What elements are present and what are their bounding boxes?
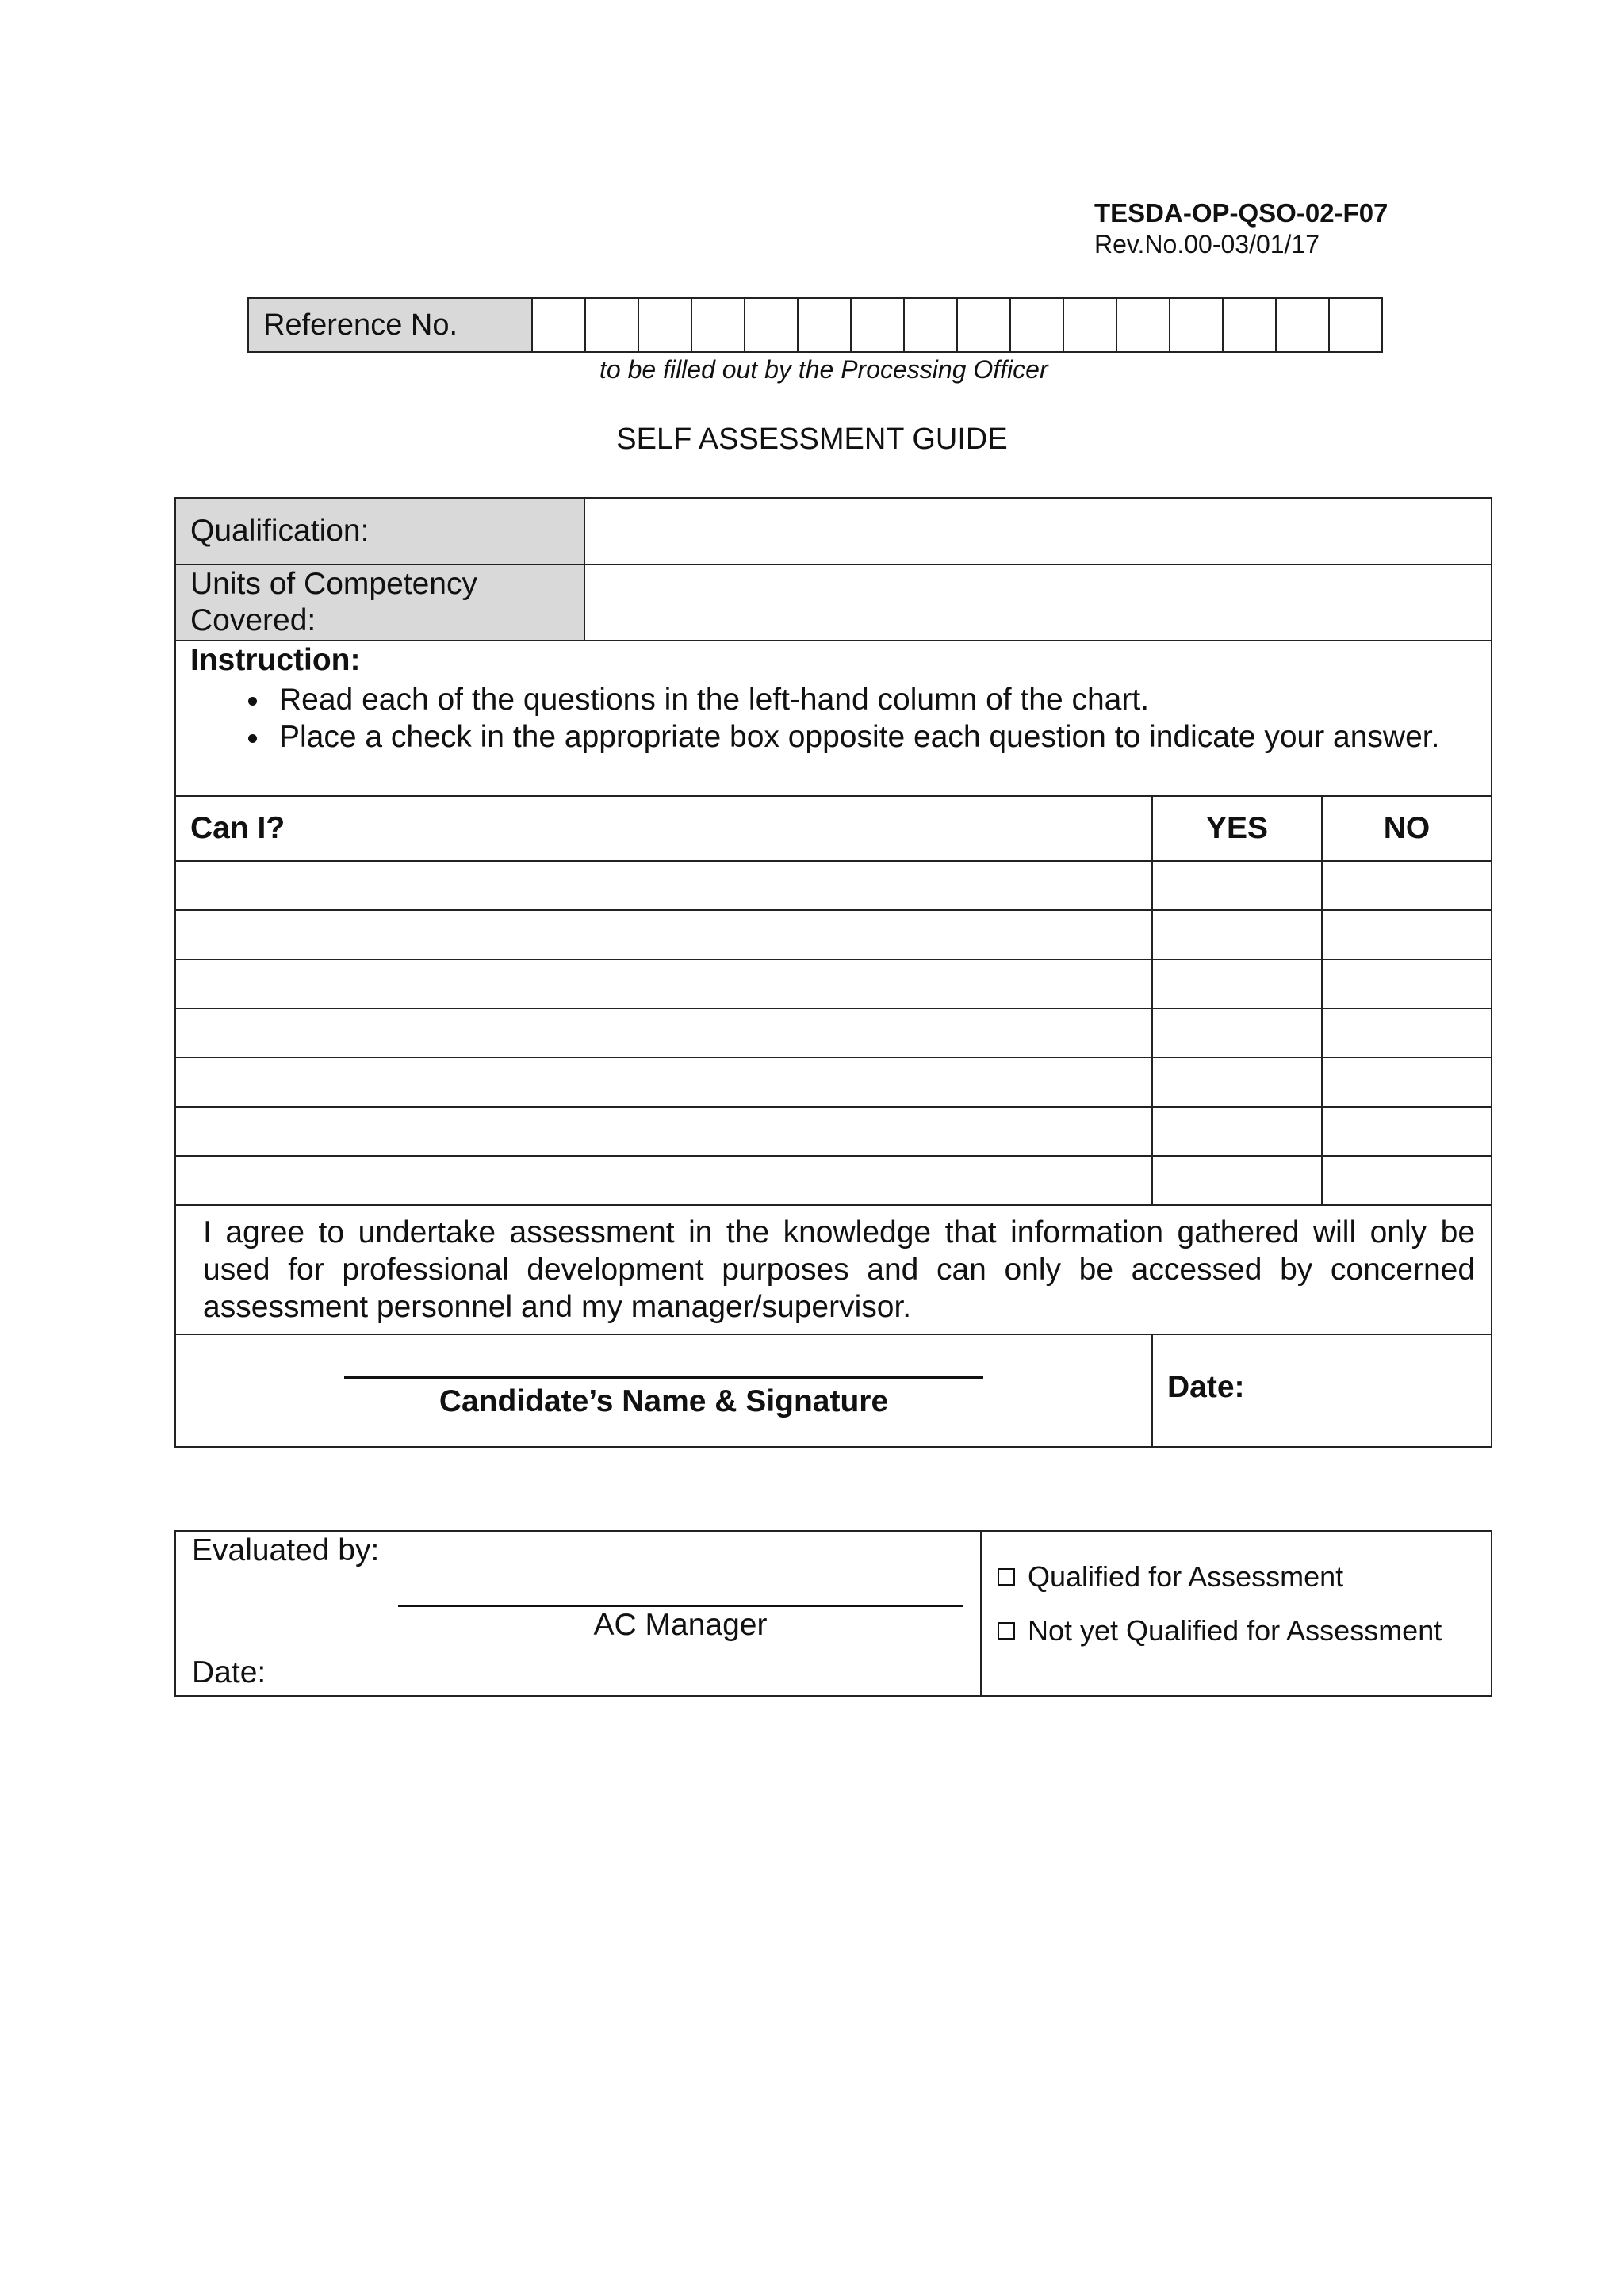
no-cell[interactable] (1322, 1156, 1492, 1205)
ac-manager-signature-line[interactable] (398, 1605, 963, 1607)
no-cell[interactable] (1322, 1008, 1492, 1058)
no-cell[interactable] (1322, 959, 1492, 1008)
reference-digit-box[interactable] (585, 298, 638, 352)
no-cell[interactable] (1322, 1107, 1492, 1156)
question-cell[interactable] (175, 1008, 1152, 1058)
instruction-item: • Place a check in the appropriate box opposite each question to indicate your answer. (271, 718, 1477, 756)
question-cell[interactable] (175, 1156, 1152, 1205)
can-i-header: Can I? (175, 796, 1152, 861)
consent-statement: I agree to undertake assessment in the knowledge that information gathered will only be used for professional development purposes and can only be accessed by concerned assessment personnel and my manager/supervisor. (175, 1205, 1492, 1334)
reference-number-label: Reference No. (248, 298, 532, 352)
yes-header: YES (1152, 796, 1322, 861)
yes-cell[interactable] (1152, 1107, 1322, 1156)
revision-number: Rev.No.00-03/01/17 (1094, 230, 1320, 258)
not-qualified-option-label: Not yet Qualified for Assessment (1028, 1614, 1442, 1647)
question-cell[interactable] (175, 910, 1152, 959)
question-cell[interactable] (175, 959, 1152, 1008)
instruction-block (175, 641, 1492, 796)
reference-digit-box[interactable] (1063, 298, 1116, 352)
yes-cell[interactable] (1152, 959, 1322, 1008)
candidate-date-field[interactable]: Date: (1152, 1334, 1492, 1447)
reference-digit-box[interactable] (957, 298, 1010, 352)
instruction-list (190, 681, 1477, 756)
reference-digit-box[interactable] (1170, 298, 1223, 352)
checklist-header-row (175, 796, 1492, 861)
assessment-form-table (174, 497, 1492, 1448)
assessment-result-cell (981, 1531, 1492, 1696)
checklist-row (175, 861, 1492, 910)
checklist-row (175, 959, 1492, 1008)
yes-cell[interactable] (1152, 861, 1322, 910)
qualification-label: Qualification: (175, 498, 584, 564)
reference-digit-box[interactable] (745, 298, 798, 352)
qualified-option[interactable] (998, 1560, 1343, 1594)
reference-digit-box[interactable] (798, 298, 851, 352)
not-qualified-checkbox[interactable] (998, 1622, 1015, 1640)
checklist-row (175, 1058, 1492, 1107)
evaluation-date-label: Date: (192, 1655, 266, 1689)
checklist-row (175, 1008, 1492, 1058)
no-cell[interactable] (1322, 861, 1492, 910)
yes-cell[interactable] (1152, 1008, 1322, 1058)
checklist-rows (175, 861, 1492, 1205)
checklist-row (175, 1107, 1492, 1156)
units-of-competency-label: Units of Competency Covered: (175, 564, 584, 641)
reference-digit-box[interactable] (1223, 298, 1276, 352)
evaluated-by-label: Evaluated by: (192, 1533, 380, 1567)
reference-digit-box[interactable] (1329, 298, 1382, 352)
reference-digit-box[interactable] (851, 298, 904, 352)
checklist-row (175, 1156, 1492, 1205)
no-cell[interactable] (1322, 1058, 1492, 1107)
reference-digit-box[interactable] (691, 298, 745, 352)
form-title: SELF ASSESSMENT GUIDE (616, 423, 1008, 456)
instruction-item: • Read each of the questions in the left-hand column of the chart. (271, 681, 1477, 718)
yes-cell[interactable] (1152, 910, 1322, 959)
not-qualified-option[interactable] (998, 1614, 1442, 1647)
reference-digit-box[interactable] (1276, 298, 1329, 352)
evaluator-cell (175, 1531, 981, 1696)
yes-cell[interactable] (1152, 1156, 1322, 1205)
ac-manager-label: AC Manager (593, 1608, 768, 1642)
document-code: TESDA-OP-QSO-02-F07 (1094, 198, 1388, 228)
yes-cell[interactable] (1152, 1058, 1322, 1107)
candidate-signature-label: Candidate’s Name & Signature (439, 1384, 889, 1418)
reference-digit-box[interactable] (638, 298, 691, 352)
instruction-heading: Instruction: (190, 643, 361, 677)
qualified-option-label: Qualified for Assessment (1028, 1560, 1344, 1593)
reference-digit-box[interactable] (1116, 298, 1170, 352)
candidate-signature-cell[interactable] (175, 1334, 1152, 1447)
evaluation-table (174, 1530, 1492, 1697)
question-cell[interactable] (175, 1107, 1152, 1156)
reference-digit-box[interactable] (904, 298, 957, 352)
units-of-competency-field[interactable] (584, 564, 1492, 641)
question-cell[interactable] (175, 861, 1152, 910)
no-cell[interactable] (1322, 910, 1492, 959)
reference-digit-box[interactable] (532, 298, 585, 352)
signature-line (344, 1376, 983, 1379)
no-header: NO (1322, 796, 1492, 861)
reference-number-strip (247, 297, 1383, 353)
reference-note: to be filled out by the Processing Officer (599, 355, 1048, 384)
reference-digit-box[interactable] (1010, 298, 1063, 352)
qualification-field[interactable] (584, 498, 1492, 564)
question-cell[interactable] (175, 1058, 1152, 1107)
checklist-row (175, 910, 1492, 959)
qualified-checkbox[interactable] (998, 1568, 1015, 1586)
